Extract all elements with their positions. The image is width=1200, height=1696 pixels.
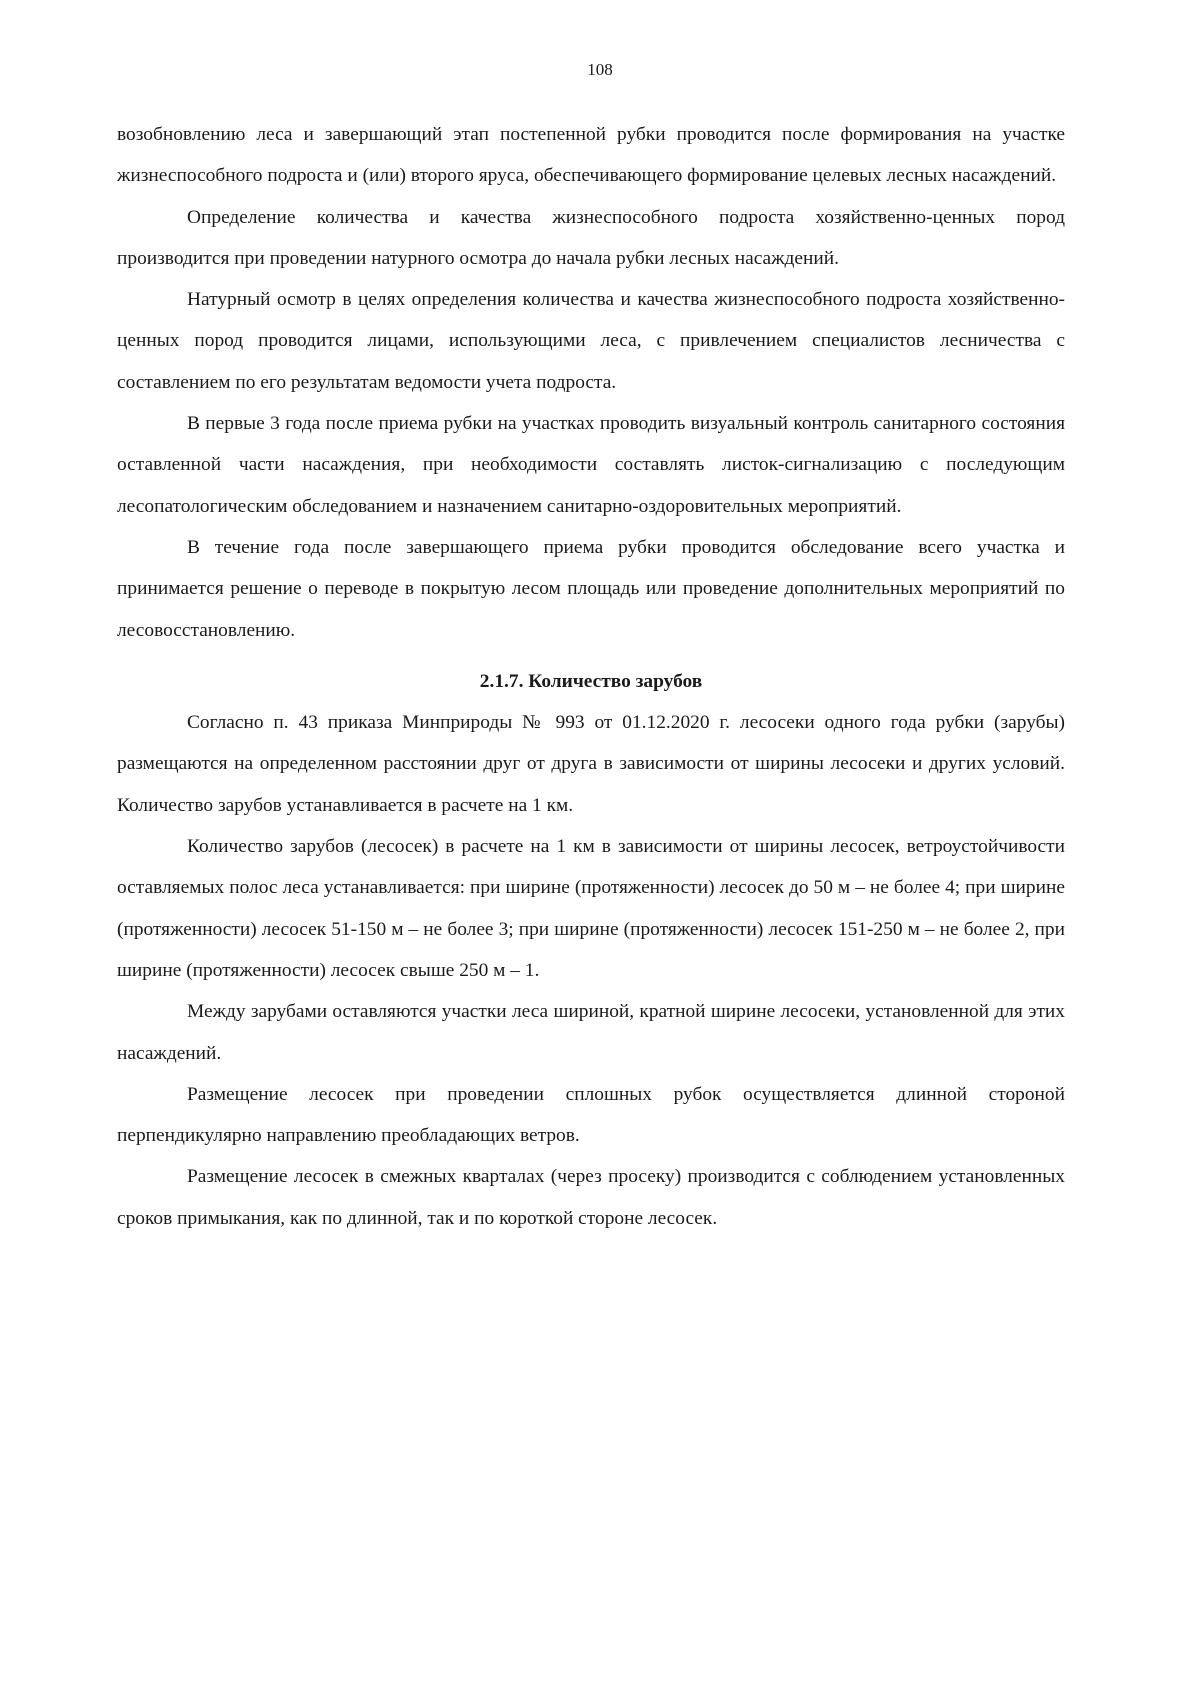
section-heading: 2.1.7. Количество зарубов: [479, 670, 703, 692]
paragraph: Согласно п. 43 приказа Минприроды № 993 от 01.12.2020 г. лесосеки одного года рубки (зарубы) размещаются на определенном расстоянии друг от друга в зависимости от ширины лесосеки и других условий. Количество зарубов устанавливается в расчете на 1 км.: [117, 712, 1065, 816]
paragraph: Количество зарубов (лесосек) в расчете на 1 км в зависимости от ширины лесосек, ветроустойчивости оставляемых полос леса устанавливается: при ширине (протяженности) лесосек до 50 м – не более 4; при ширине (протяженности) лесосек 51-150 м – не более 3; при ширине (протяженности) лесосек 151-250 м – не более 2, при ширине (протяженности) лесосек свыше 250 м – 1.: [117, 836, 1065, 981]
document-body: [117, 114, 1065, 1239]
paragraph: В течение года после завершающего приема рубки проводится обследование всего участка и принимается решение о переводе в покрытую лесом площадь или проведение дополнительных мероприятий по лесовосстановлению.: [117, 536, 1065, 641]
paragraph: В первые 3 года после приема рубки на участках проводить визуальный контроль санитарного состояния оставленной части насаждения, при необходимости составлять листок-сигнализацию с последующим лесопатологическим обследованием и назначением санитарно-оздоровительных мероприятий.: [117, 413, 1065, 517]
paragraph: Размещение лесосек в смежных кварталах (через просеку) производится с соблюдением установленных сроков примыкания, как по длинной, так и по короткой стороне лесосек.: [117, 1166, 1065, 1229]
paragraph: возобновлению леса и завершающий этап постепенной рубки проводится после формирования на участке жизнеспособного подроста и (или) второго яруса, обеспечивающего формирование целевых лесных насаждений.: [117, 124, 1065, 187]
page-number: 108: [587, 60, 613, 79]
paragraph: Между зарубами оставляются участки леса шириной, кратной ширине лесосеки, установленной для этих насаждений.: [117, 1001, 1065, 1064]
paragraph: Натурный осмотр в целях определения количества и качества жизнеспособного подроста хозяйственно-ценных пород проводится лицами, использующими леса, с привлечением специалистов лесничества с составлением по его результатам ведомости учета подроста.: [117, 289, 1065, 393]
paragraph: Размещение лесосек при проведении сплошных рубок осуществляется длинной стороной перпендикулярно направлению преобладающих ветров.: [117, 1083, 1065, 1147]
paragraph: Определение количества и качества жизнеспособного подроста хозяйственно-ценных пород производится при проведении натурного осмотра до начала рубки лесных насаждений.: [117, 206, 1065, 269]
